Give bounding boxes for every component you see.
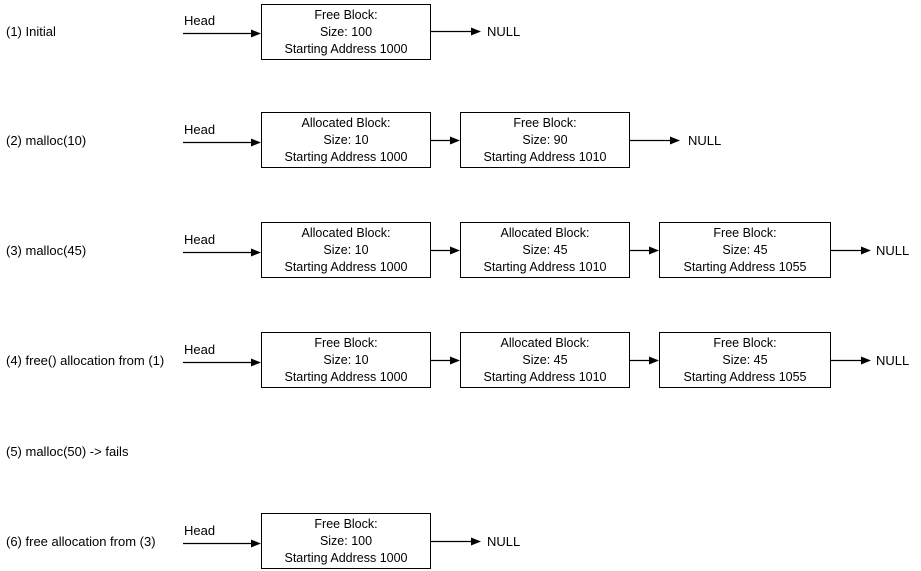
block-size: Size: 45 (522, 352, 568, 367)
head-label-3: Head (184, 232, 216, 247)
head-label-2: Head (184, 122, 216, 137)
head-label-4: Head (184, 342, 216, 357)
block-address: Starting Address 1000 (284, 149, 408, 164)
block-4-3 (659, 332, 831, 388)
block-3-3 (659, 222, 831, 278)
row-label-6: (6) free allocation from (3) (6, 534, 156, 549)
null-label-6: NULL (487, 534, 521, 549)
block-type: Free Block: (314, 7, 378, 22)
arrow-block-to-null-1 (431, 27, 481, 36)
block-type: Allocated Block: (500, 335, 590, 350)
arrow-block-to-block-3a (431, 246, 460, 255)
block-size: Size: 45 (722, 352, 768, 367)
block-type: Allocated Block: (301, 225, 391, 240)
arrow-block-to-null-2 (630, 136, 680, 145)
arrow-block-to-block-4b (630, 356, 659, 365)
row-label-4: (4) free() allocation from (1) (6, 353, 165, 368)
block-6-1 (261, 513, 431, 569)
block-size: Size: 10 (323, 132, 369, 147)
block-address: Starting Address 1000 (284, 41, 408, 56)
block-size: Size: 100 (319, 533, 373, 548)
block-type: Allocated Block: (301, 115, 391, 130)
block-4-2 (460, 332, 630, 388)
block-type: Free Block: (314, 516, 378, 531)
block-size: Size: 45 (522, 242, 568, 257)
block-size: Size: 100 (319, 24, 373, 39)
arrow-head-to-block-4 (183, 358, 261, 367)
arrow-block-to-null-3 (831, 246, 871, 255)
block-size: Size: 45 (722, 242, 768, 257)
arrow-head-to-block-6 (183, 539, 261, 548)
block-address: Starting Address 1055 (683, 369, 807, 384)
block-address: Starting Address 1000 (284, 259, 408, 274)
arrow-head-to-block-3 (183, 248, 261, 257)
block-address: Starting Address 1010 (483, 369, 607, 384)
block-2-2 (460, 112, 630, 168)
arrow-block-to-block-3b (630, 246, 659, 255)
row-label-1: (1) Initial (6, 24, 56, 39)
head-label-6: Head (184, 523, 216, 538)
block-2-1 (261, 112, 431, 168)
block-type: Free Block: (513, 115, 577, 130)
block-size: Size: 10 (323, 242, 369, 257)
block-address: Starting Address 1010 (483, 259, 607, 274)
arrow-head-to-block-2 (183, 138, 261, 147)
block-address: Starting Address 1000 (284, 369, 408, 384)
arrow-block-to-null-4 (831, 356, 871, 365)
block-4-1 (261, 332, 431, 388)
block-type: Free Block: (713, 225, 777, 240)
row-label-3: (3) malloc(45) (6, 243, 87, 258)
block-address: Starting Address 1000 (284, 550, 408, 565)
null-label-2: NULL (688, 133, 722, 148)
block-1-1 (261, 4, 431, 60)
null-label-1: NULL (487, 24, 521, 39)
block-size: Size: 10 (323, 352, 369, 367)
arrow-block-to-block-4a (431, 356, 460, 365)
arrow-block-to-block-2 (431, 136, 460, 145)
block-size: Size: 90 (522, 132, 568, 147)
row-label-2: (2) malloc(10) (6, 133, 87, 148)
null-label-3: NULL (876, 243, 910, 258)
block-3-2 (460, 222, 630, 278)
arrow-head-to-block-1 (183, 29, 261, 38)
head-label-1: Head (184, 13, 216, 28)
null-label-4: NULL (876, 353, 910, 368)
block-address: Starting Address 1055 (683, 259, 807, 274)
block-type: Free Block: (314, 335, 378, 350)
row-label-5: (5) malloc(50) -> fails (6, 444, 129, 459)
block-type: Free Block: (713, 335, 777, 350)
block-address: Starting Address 1010 (483, 149, 607, 164)
arrow-block-to-null-6 (431, 537, 481, 546)
block-type: Allocated Block: (500, 225, 590, 240)
block-3-1 (261, 222, 431, 278)
